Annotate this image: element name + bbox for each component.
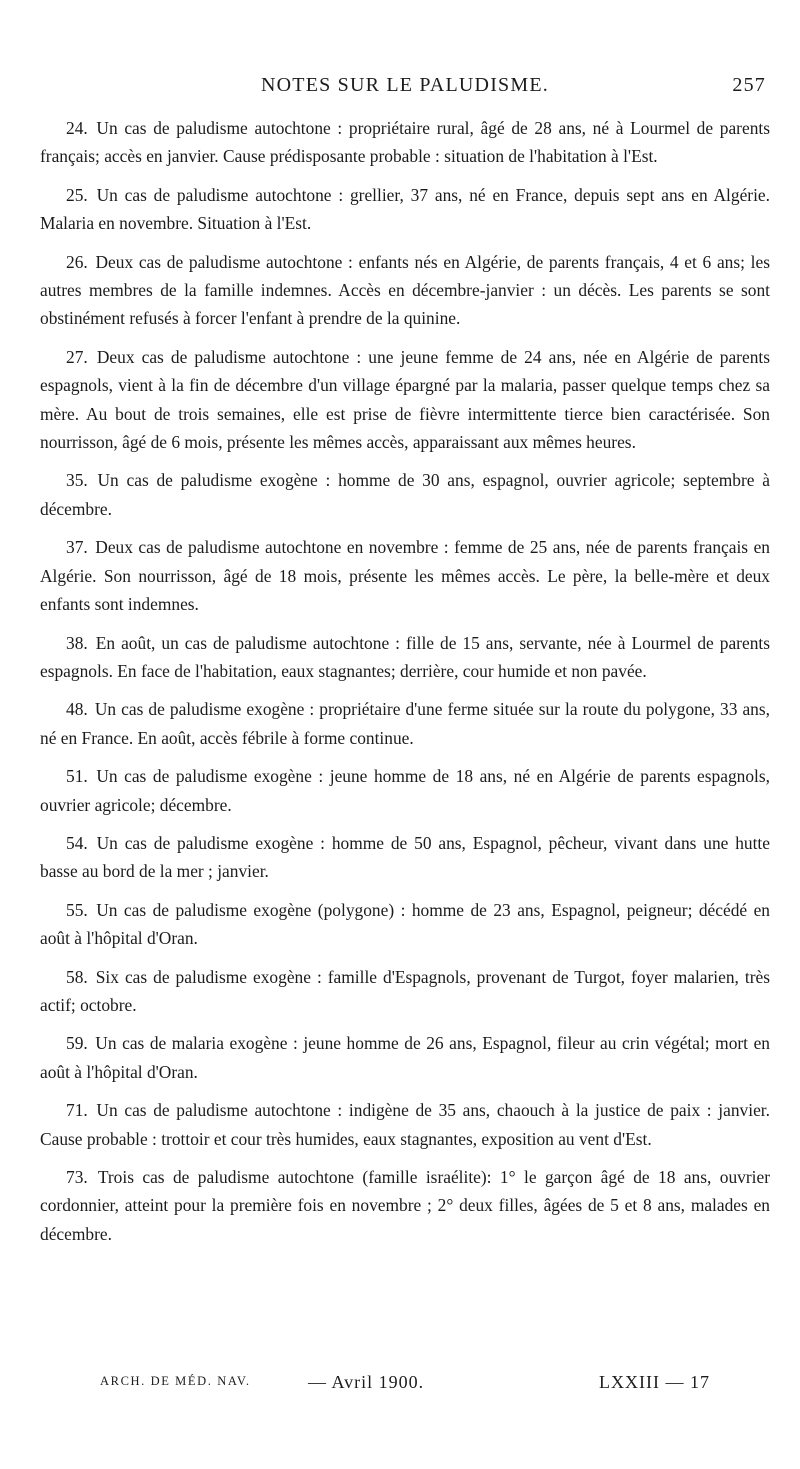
case-number: 25. (66, 184, 88, 205)
case-text: Un cas de paludisme exogène : propriétaire d'une ferme située sur la route du polygone, 33 ans, né en France. En août, accès fébrile à forme continue. (40, 699, 770, 748)
case-number: 71. (66, 1100, 88, 1121)
case-text: Deux cas de paludisme autochtone : une jeune femme de 24 ans, née en Algérie de parents espagnols, vient à la fin de décembre d'un village épargné par la malaria, passer quelque temps chez sa mère. Au bout de trois semaines, elle est prise de fièvre intermittente tierce bien caractérisée. Son nourrisson, âgé de 6 mois, présente les mêmes accès, apparaissant aux mêmes heures. (40, 346, 770, 453)
case-number: 26. (66, 251, 88, 272)
case-text: Un cas de paludisme autochtone : indigène de 35 ans, chaouch à la justice de paix : janvier. Cause probable : trottoir et cour très humides, eaux stagnantes, exposition au vent d'Est. (40, 1100, 770, 1149)
issue-date: — Avril 1900. (308, 1372, 425, 1392)
case-entry (40, 829, 770, 886)
case-text: Trois cas de paludisme autochtone (famille israélite): 1° le garçon âgé de 18 ans, ouvrier cordonnier, atteint pour la première fois en novembre ; 2° deux filles, âgées de 5 et 8 ans, malades en décembre. (40, 1167, 770, 1244)
case-text: Un cas de paludisme autochtone : propriétaire rural, âgé de 28 ans, né à Lourmel de parents français; accès en janvier. Cause prédisposante probable : situation de l'habitation à l'Est. (40, 118, 770, 167)
running-title: NOTES SUR LE PALUDISME. (260, 74, 549, 96)
case-text: Un cas de malaria exogène : jeune homme de 26 ans, Espagnol, fileur au crin végétal; mort en août à l'hôpital d'Oran. (40, 1033, 770, 1082)
running-header (40, 70, 770, 104)
case-text: Deux cas de paludisme autochtone en novembre : femme de 25 ans, née de parents français en Algérie. Son nourrisson, âgé de 18 mois, présente les mêmes accès. Le père, la belle-mère et deux enfants sont indemnes. (40, 537, 770, 615)
case-text: En août, un cas de paludisme autochtone : fille de 15 ans, servante, née à Lourmel de parents espagnols. En face de l'habitation, eaux stagnantes; derrière, cour humide et non pavée. (40, 632, 770, 681)
case-number: 24. (66, 118, 88, 138)
case-entry (40, 762, 770, 819)
case-number: 58. (66, 966, 88, 987)
case-text: Deux cas de paludisme autochtone : enfants nés en Algérie, de parents français, 4 et 6 ans; les autres membres de la famille indemnes. Accès en décembre-janvier : un décès. Les parents se sont obstinément refusés à forcer l'enfant à prendre de la quinine. (40, 251, 770, 329)
signature-mark: LXXIII — 17 (599, 1372, 710, 1392)
case-entry (40, 181, 770, 238)
case-entry (40, 343, 770, 457)
case-number: 48. (66, 699, 88, 720)
case-entries (40, 114, 770, 1248)
case-text: Un cas de paludisme exogène : homme de 30 ans, espagnol, ouvrier agricole; septembre à décembre. (40, 470, 770, 519)
case-text: Six cas de paludisme exogène : famille d'Espagnols, provenant de Turgot, foyer malarien, très actif; octobre. (40, 966, 770, 1015)
page-number: 257 (732, 74, 766, 96)
case-number: 35. (66, 470, 88, 491)
case-text: Un cas de paludisme autochtone : grellier, 37 ans, né en France, depuis sept ans en Algérie. Malaria en novembre. Situation à l'Est. (40, 184, 770, 234)
case-number: 55. (66, 899, 88, 920)
case-text: Un cas de paludisme exogène : jeune homme de 18 ans, né en Algérie de parents espagnols, ouvrier agricole; décembre. (40, 766, 770, 815)
case-entry (40, 466, 770, 523)
case-entry (40, 533, 770, 618)
journal-name: ARCH. DE MÉD. NAV. (100, 1374, 251, 1388)
page (40, 70, 770, 1258)
case-entry (40, 963, 770, 1020)
case-entry (40, 695, 770, 752)
case-entry (40, 1029, 770, 1086)
case-text: Un cas de paludisme exogène : homme de 50 ans, Espagnol, pêcheur, vivant dans une hutte basse au bord de la mer ; janvier. (40, 832, 770, 882)
case-number: 38. (66, 632, 88, 653)
case-number: 73. (66, 1167, 88, 1187)
case-entry (40, 114, 770, 171)
case-number: 54. (66, 832, 88, 853)
case-entry (40, 1163, 770, 1248)
case-text: Un cas de paludisme exogène (polygone) : homme de 23 ans, Espagnol, peigneur; décédé en août à l'hôpital d'Oran. (40, 899, 770, 949)
case-entry (40, 629, 770, 686)
case-entry (40, 896, 770, 953)
page-footer (100, 1372, 710, 1400)
case-number: 51. (66, 766, 88, 787)
case-entry (40, 248, 770, 333)
case-number: 27. (66, 346, 88, 367)
case-number: 59. (66, 1033, 88, 1054)
case-number: 37. (66, 537, 88, 558)
case-entry (40, 1096, 770, 1153)
